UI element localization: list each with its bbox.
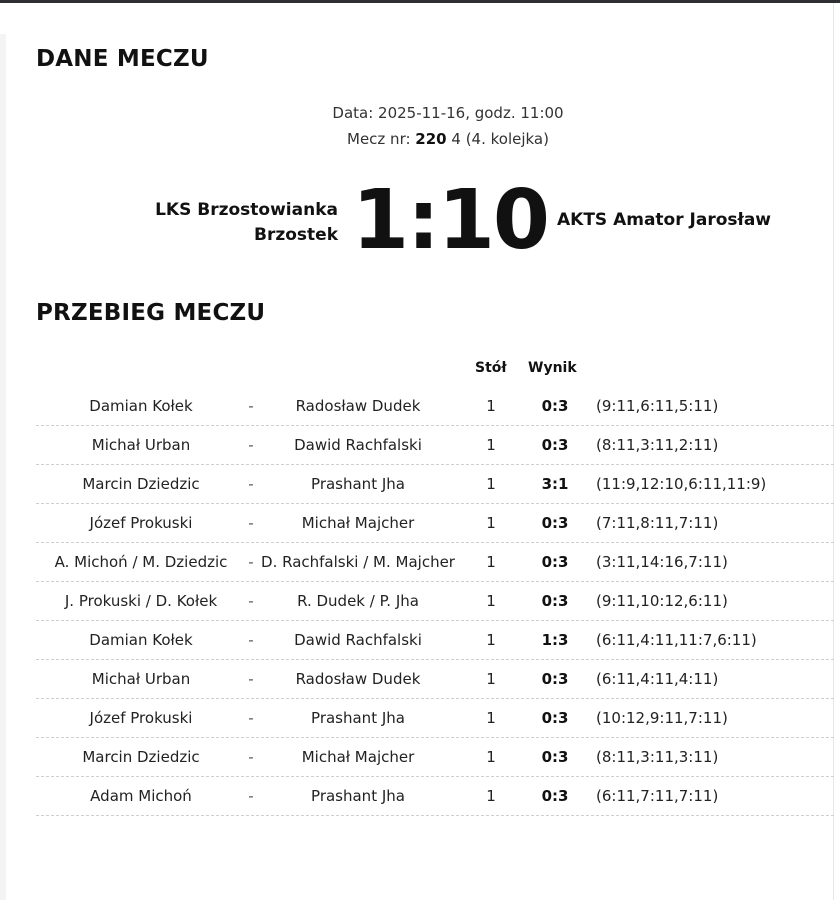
game-row [36,660,834,699]
game-result: 0:3 [541,553,569,571]
home-team-name-line2: Brzostek [254,225,338,245]
home-player[interactable]: Marcin Dziedzic [82,475,200,493]
set-scores: (10:12,9:11,7:11) [596,709,728,727]
home-player[interactable]: Damian Kołek [89,397,193,415]
table-number: 1 [486,631,496,649]
game-result: 1:3 [541,631,569,649]
versus-separator: - [248,553,254,571]
game-result: 0:3 [541,592,569,610]
set-scores: (3:11,14:16,7:11) [596,553,728,571]
away-player[interactable]: R. Dudek / P. Jha [297,592,419,610]
left-edge [0,34,6,900]
column-header-result: Wynik [528,360,577,376]
table-number: 1 [486,397,496,415]
game-result: 0:3 [541,514,569,532]
game-row [36,387,834,426]
set-scores: (7:11,8:11,7:11) [596,514,719,532]
game-row [36,465,834,504]
match-number-prefix: Mecz nr: [347,130,416,148]
home-player[interactable]: Marcin Dziedzic [82,748,200,766]
game-row [36,426,834,465]
home-player[interactable]: Adam Michoń [90,787,192,805]
versus-separator: - [248,631,254,649]
home-team[interactable] [98,198,338,248]
versus-separator: - [248,787,254,805]
home-player[interactable]: Józef Prokuski [89,514,193,532]
home-player[interactable]: Michał Urban [91,436,191,454]
set-scores: (9:11,10:12,6:11) [596,592,728,610]
set-scores: (9:11,6:11,5:11) [596,397,719,415]
game-result: 3:1 [541,475,569,493]
versus-separator: - [248,709,254,727]
home-player[interactable]: Michał Urban [91,670,191,688]
game-result: 0:3 [541,787,569,805]
away-player[interactable]: Radosław Dudek [295,670,421,688]
game-result: 0:3 [541,670,569,688]
top-bar [0,0,840,3]
game-row [36,621,834,660]
games-list [36,387,834,816]
set-scores: (8:11,3:11,2:11) [596,436,719,454]
game-result: 0:3 [541,709,569,727]
game-result: 0:3 [541,397,569,415]
versus-separator: - [248,475,254,493]
match-date: Data: 2025-11-16, godz. 11:00 [332,104,564,122]
game-row [36,699,834,738]
match-score: 1:10 [352,173,548,268]
home-player[interactable]: Damian Kołek [89,631,193,649]
versus-separator: - [248,514,254,532]
match-number: 220 [415,130,447,148]
away-player[interactable]: Dawid Rachfalski [294,631,422,649]
set-scores: (6:11,7:11,7:11) [596,787,719,805]
column-header-table: Stół [475,360,507,376]
versus-separator: - [248,670,254,688]
game-row [36,777,834,816]
away-player[interactable]: Michał Majcher [301,514,415,532]
home-player[interactable]: Józef Prokuski [89,709,193,727]
home-player[interactable]: J. Prokuski / D. Kołek [64,592,218,610]
table-number: 1 [486,553,496,571]
table-number: 1 [486,592,496,610]
set-scores: (8:11,3:11,3:11) [596,748,719,766]
match-number-line [0,130,840,148]
set-scores: (6:11,4:11,4:11) [596,670,719,688]
home-player[interactable]: A. Michoń / M. Dziedzic [54,553,228,571]
away-player[interactable]: Dawid Rachfalski [294,436,422,454]
away-player[interactable]: Prashant Jha [311,709,405,727]
table-number: 1 [486,514,496,532]
section-title-match-progress: PRZEBIEG MECZU [36,300,266,326]
home-team-name-line1: LKS Brzostowianka [155,200,338,220]
table-number: 1 [486,670,496,688]
versus-separator: - [248,592,254,610]
game-row [36,582,834,621]
table-number: 1 [486,709,496,727]
game-result: 0:3 [541,748,569,766]
set-scores: (6:11,4:11,11:7,6:11) [596,631,757,649]
game-row [36,738,834,777]
away-player[interactable]: D. Rachfalski / M. Majcher [261,553,455,571]
game-row [36,504,834,543]
versus-separator: - [248,748,254,766]
table-number: 1 [486,787,496,805]
away-player[interactable]: Radosław Dudek [295,397,421,415]
table-number: 1 [486,436,496,454]
game-row [36,543,834,582]
away-player[interactable]: Prashant Jha [311,787,405,805]
away-team[interactable]: AKTS Amator Jarosław [557,210,772,230]
set-scores: (11:9,12:10,6:11,11:9) [596,475,767,493]
versus-separator: - [248,436,254,454]
away-player[interactable]: Michał Majcher [301,748,415,766]
match-round: 4 (4. kolejka) [446,130,549,148]
section-title-match-data: DANE MECZU [36,46,209,72]
table-number: 1 [486,475,496,493]
versus-separator: - [248,397,254,415]
table-number: 1 [486,748,496,766]
away-player[interactable]: Prashant Jha [311,475,405,493]
game-result: 0:3 [541,436,569,454]
